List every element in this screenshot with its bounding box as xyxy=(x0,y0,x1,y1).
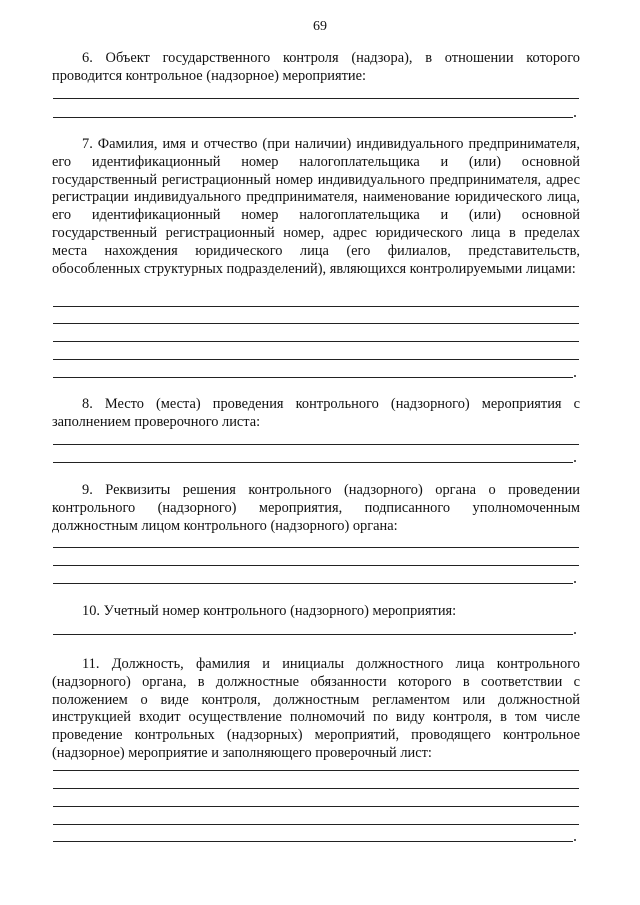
fill-line xyxy=(53,462,573,463)
section-11-text: 11. Должность, фамилия и инициалы должностного лица контрольного (надзорного) органа, в должностные обязанности которого в соответствии с положением о виде контроля, должностным регламентом или должностной инструкцией входит осуществление полномочий по виду контроля, в том числе проведение контрольных (надзорных) мероприятий, проводящего контрольное (надзорное) мероприятие и заполняющего проверочный лист: xyxy=(52,656,580,761)
line-end-dot xyxy=(574,632,576,634)
fill-line xyxy=(53,98,579,99)
section-10-text: 10. Учетный номер контрольного (надзорного) мероприятия: xyxy=(82,603,457,619)
section-9-text: 9. Реквизиты решения контрольного (надзорного) органа о проведении контрольного (надзорного) мероприятия, подписанного уполномоченным должностным лицом контрольного (надзорного) органа: xyxy=(52,482,580,534)
section-7-text: 7. Фамилия, имя и отчество (при наличии) индивидуального предпринимателя, его идентификационный номер налогоплательщика и (или) основной государственный регистрационный номер индивидуального предпринимателя, адрес регистрации индивидуального предпринимателя, наименование юридического лица, его идентификационный номер налогоплательщика и (или) основной государственный регистрационный номер, адрес юридического лица в пределах места нахождения юридического лица (его филиалов, представительств, обособленных структурных подразделений), являющихся контролируемыми лицами: xyxy=(52,136,580,277)
fill-line xyxy=(53,117,573,118)
fill-line xyxy=(53,634,573,635)
fill-line xyxy=(53,583,573,584)
line-end-dot xyxy=(574,460,576,462)
section-8-text: 8. Место (места) проведения контрольного (надзорного) мероприятия с заполнением проверочного листа: xyxy=(52,396,580,430)
fill-line xyxy=(53,341,579,342)
fill-line xyxy=(53,841,573,842)
section-6-text: 6. Объект государственного контроля (надзора), в отношении которого проводится контрольное (надзорное) мероприятие: xyxy=(52,50,580,84)
line-end-dot xyxy=(574,115,576,117)
page-number: 69 xyxy=(313,19,327,34)
fill-line xyxy=(53,323,579,324)
fill-line xyxy=(53,770,579,771)
fill-line xyxy=(53,824,579,825)
fill-line xyxy=(53,444,579,445)
fill-line xyxy=(53,377,573,378)
fill-line xyxy=(53,806,579,807)
line-end-dot xyxy=(574,581,576,583)
fill-line xyxy=(53,565,579,566)
fill-line xyxy=(53,788,579,789)
fill-line xyxy=(53,359,579,360)
line-end-dot xyxy=(574,839,576,841)
line-end-dot xyxy=(574,375,576,377)
fill-line xyxy=(53,547,579,548)
fill-line xyxy=(53,306,579,307)
